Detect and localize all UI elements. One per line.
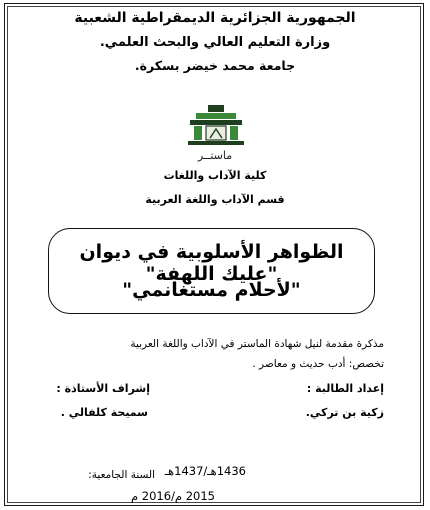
thesis-title-box <box>48 228 375 314</box>
ministry-heading: وزارة التعليم العالي والبحث العلمي. <box>99 35 331 50</box>
academic-year-gregorian: 2015 م/2016 م <box>131 489 215 503</box>
academic-year-label: السنة الجامعية: <box>88 469 155 481</box>
faculty-name: كلية الآداب واللغات <box>163 169 267 182</box>
republic-heading: الجمهورية الجزائرية الديمقراطية الشعبية <box>74 10 356 26</box>
university-heading: جامعة محمد خيضر بسكرة. <box>134 58 296 73</box>
student-name: زكية بن تركي. <box>305 406 384 419</box>
thesis-title-line2: "لأحلام مستغانمي" <box>122 279 301 301</box>
thesis-title-line1: الظواهر الأسلوبية في ديوان "عليك اللهفة" <box>79 241 344 285</box>
memo-description: مذكرة مقدمة لنيل شهادة الماستر في الآداب واللغة العربية <box>130 338 384 350</box>
student-label: إعداد الطالبة : <box>306 382 384 395</box>
supervisor-label: إشراف الأستاذة : <box>56 382 150 395</box>
academic-year-hijri: 1436هـ/1437هـ <box>164 464 246 478</box>
department-name: قسم الآداب واللغة العربية <box>145 193 285 206</box>
supervisor-name: سميحة كلفالي . <box>60 406 148 419</box>
specialization: تخصص: أدب حديث و معاصر . <box>252 358 384 370</box>
university-logo-icon <box>186 103 246 147</box>
master-caption: ماستــر <box>197 149 233 162</box>
